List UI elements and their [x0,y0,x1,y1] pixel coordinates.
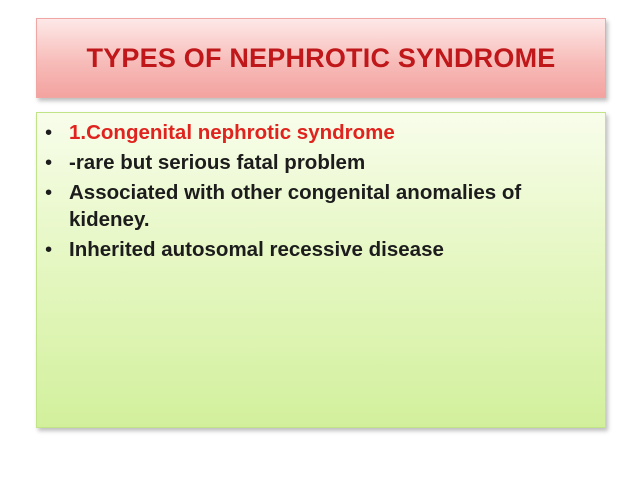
bullet-text: -rare but serious fatal problem [69,151,366,174]
bullet-text: Associated with other congenital anomalies of kideney. [69,181,522,231]
bullet-dot-icon: • [45,151,53,174]
bullet-item-congenital [43,119,595,146]
bullet-item-rare [43,149,595,176]
slide-title: TYPES OF NEPHROTIC SYNDROME [86,42,556,73]
bullet-text: Inherited autosomal recessive disease [69,238,444,261]
bullet-dot-icon: • [45,238,53,261]
bullet-list [43,119,595,263]
bullet-text: 1.Congenital nephrotic syndrome [69,121,395,144]
bullet-dot-icon: • [45,121,53,144]
slide-title-box [36,18,606,98]
bullet-dot-icon: • [45,181,53,204]
bullet-item-associated [43,179,595,233]
slide-content-box [36,112,606,428]
bullet-item-inherited [43,236,595,263]
